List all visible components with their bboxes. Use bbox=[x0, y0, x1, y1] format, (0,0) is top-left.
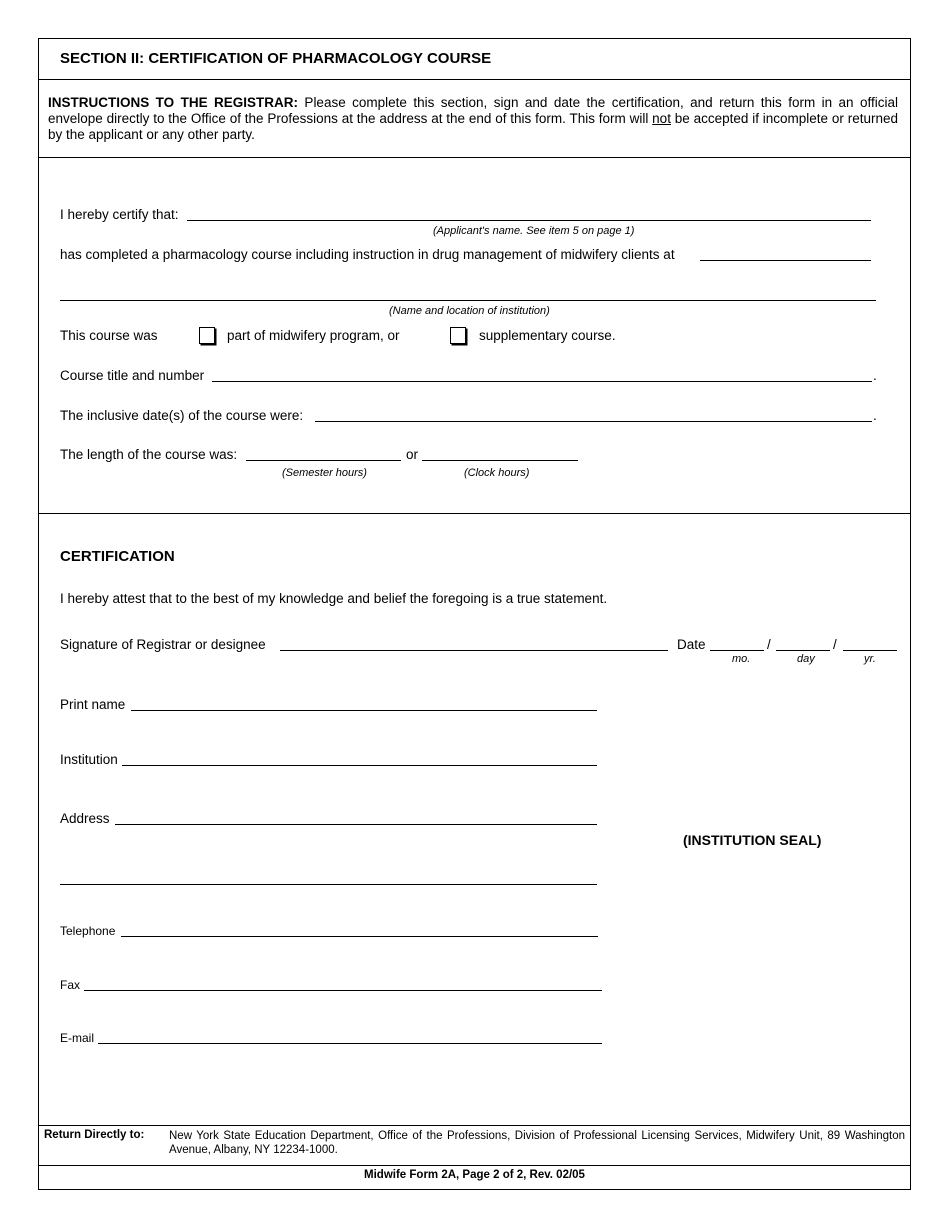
institution-field-2[interactable] bbox=[60, 300, 876, 301]
certification-heading: CERTIFICATION bbox=[60, 548, 175, 565]
date-slash: / bbox=[833, 637, 837, 652]
applicant-name-field[interactable] bbox=[187, 220, 871, 221]
semester-hours-field[interactable] bbox=[246, 460, 401, 461]
period: . bbox=[873, 408, 877, 423]
attest-text: I hereby attest that to the best of my knowledge and belief the foregoing is a true statement. bbox=[60, 591, 608, 606]
address-field-1[interactable] bbox=[115, 824, 597, 825]
clock-hint: (Clock hours) bbox=[464, 467, 530, 479]
instructions-lead: INSTRUCTIONS TO THE REGISTRAR: bbox=[48, 95, 299, 110]
section-title: SECTION II: CERTIFICATION OF PHARMACOLOGY COURSE bbox=[60, 50, 492, 67]
date-slash: / bbox=[767, 637, 771, 652]
divider bbox=[38, 1125, 911, 1126]
length-label: The length of the course was: bbox=[60, 447, 238, 462]
institution-label: Institution bbox=[60, 752, 118, 767]
date-label: Date bbox=[677, 637, 706, 652]
supplementary-checkbox[interactable] bbox=[450, 327, 466, 344]
course-dates-field[interactable] bbox=[315, 421, 872, 422]
print-name-label: Print name bbox=[60, 697, 126, 712]
signature-field[interactable] bbox=[280, 650, 668, 651]
telephone-label: Telephone bbox=[60, 924, 116, 938]
date-day-field[interactable] bbox=[776, 650, 830, 651]
address-label: Address bbox=[60, 811, 110, 826]
divider bbox=[38, 79, 911, 80]
instructions-not: not bbox=[652, 111, 671, 126]
completed-text: has completed a pharmacology course including instruction in drug management of midwifery clients at bbox=[60, 247, 675, 262]
divider bbox=[38, 157, 911, 158]
institution-seal: (INSTITUTION SEAL) bbox=[683, 832, 822, 848]
telephone-field[interactable] bbox=[121, 936, 598, 937]
course-title-field[interactable] bbox=[212, 381, 872, 382]
or-text: or bbox=[406, 447, 419, 462]
yr-hint: yr. bbox=[864, 653, 876, 665]
day-hint: day bbox=[797, 653, 815, 665]
fax-label: Fax bbox=[60, 978, 81, 992]
program-checkbox[interactable] bbox=[199, 327, 215, 344]
email-label: E-mail bbox=[60, 1031, 95, 1045]
program-option-label: part of midwifery program, or bbox=[227, 328, 400, 343]
clock-hours-field[interactable] bbox=[422, 460, 578, 461]
semester-hint: (Semester hours) bbox=[282, 467, 367, 479]
print-name-field[interactable] bbox=[131, 710, 597, 711]
dates-label: The inclusive date(s) of the course were: bbox=[60, 408, 304, 423]
fax-field[interactable] bbox=[84, 990, 602, 991]
email-field[interactable] bbox=[98, 1043, 602, 1044]
institution-field-1[interactable] bbox=[700, 260, 871, 261]
return-address: New York State Education Department, Office of the Professions, Division of Professional Licensing Services, Midwifery Unit, 89 Washington Avenue, Albany, NY 12234-1000. bbox=[169, 1130, 905, 1156]
form-id: Midwife Form 2A, Page 2 of 2, Rev. 02/05 bbox=[364, 1169, 585, 1181]
date-year-field[interactable] bbox=[843, 650, 897, 651]
mo-hint: mo. bbox=[732, 653, 751, 665]
course-title-label: Course title and number bbox=[60, 368, 205, 383]
instructions bbox=[48, 95, 898, 143]
period: . bbox=[873, 368, 877, 383]
divider bbox=[38, 513, 911, 514]
instructions-text-end: be accepted if incomplete or returned by the applicant or any other party. bbox=[48, 111, 898, 142]
applicant-hint: (Applicant's name. See item 5 on page 1) bbox=[433, 225, 635, 237]
certify-label: I hereby certify that: bbox=[60, 207, 179, 222]
course-was-label: This course was bbox=[60, 328, 158, 343]
address-field-2[interactable] bbox=[60, 884, 597, 885]
supplementary-option-label: supplementary course. bbox=[479, 328, 616, 343]
return-label: Return Directly to: bbox=[44, 1129, 145, 1141]
institution-field[interactable] bbox=[122, 765, 597, 766]
institution-hint: (Name and location of institution) bbox=[389, 305, 550, 317]
date-month-field[interactable] bbox=[710, 650, 764, 651]
divider bbox=[38, 1165, 911, 1166]
signature-label: Signature of Registrar or designee bbox=[60, 637, 266, 652]
instructions-text: Please complete this section, sign and date the certification, and return this form in an official envelope directly to the Office of the Professions at the address at the end of this form. This form will bbox=[48, 95, 898, 126]
